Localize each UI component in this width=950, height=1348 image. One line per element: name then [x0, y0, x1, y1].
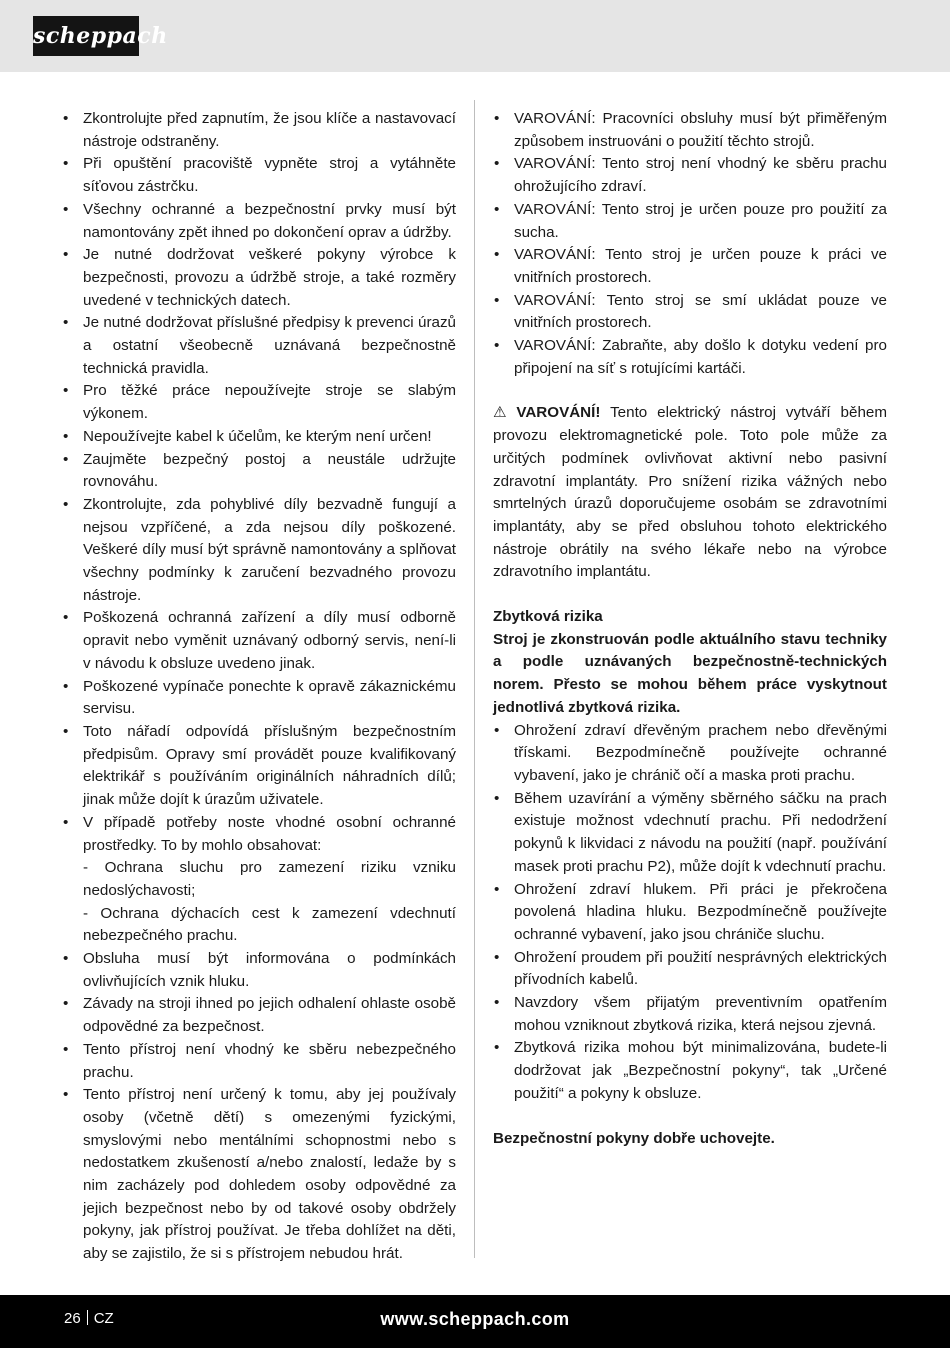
list-item: • Všechny ochranné a bezpečnostní prvky musí být namontovány zpět ihned po dokončení oprav a údržby. — [62, 199, 456, 244]
risk-item: • Ohrožení proudem při použití nesprávných elektrických přívodních kabelů. — [493, 947, 887, 992]
left-column — [62, 108, 456, 1266]
warning-triangle-icon: ⚠ — [493, 404, 513, 422]
warning-item: • VAROVÁNÍ: Tento stroj se smí ukládat pouze ve vnitřních prostorech. — [493, 290, 887, 335]
list-item: • Poškozená ochranná zařízení a díly musí odborně opravit nebo vyměnit uznávaný odborný servis, není-li v návodu k obsluze uvedeno jinak. — [62, 607, 456, 675]
risk-item: • Ohrožení zdraví hlukem. Při práci je překročena povolená hladina hluku. Bezpodmínečně používejte ochranné vybavení, jako jsou chrániče sluchu. — [493, 879, 887, 947]
list-item: • Pro těžké práce nepoužívejte stroje se slabým výkonem. — [62, 380, 456, 425]
warnings-list — [493, 108, 887, 380]
protective-equipment-text: • V případě potřeby noste vhodné osobní ochranné prostředky. To by mohlo obsahovat: — [83, 813, 456, 854]
warning-item: • VAROVÁNÍ: Zabraňte, aby došlo k dotyku vedení pro připojení na síť s rotujícími kartáči. — [493, 335, 887, 380]
list-item-protective-equipment — [62, 812, 456, 948]
right-column — [493, 108, 887, 1150]
protective-sub-item: - Ochrana sluchu pro zamezení riziku vzniku nedoslýchavosti; — [83, 859, 456, 899]
residual-risks-heading: Zbytková rizika — [493, 608, 603, 626]
scheppach-logo: scheppach — [33, 16, 139, 56]
column-divider — [474, 100, 475, 1258]
list-item: • Závady na stroji ihned po jejich odhalení ohlaste osobě odpovědné za bezpečnost. — [62, 993, 456, 1038]
residual-risks-intro: Stroj je zkonstruován podle aktuálního stavu techniky a podle uznávaných bezpečnostně-technických norem. Přesto se mohou během práce vyskytnout jednotlivá zbytková rizika. — [493, 630, 887, 716]
closing-note: Bezpečnostní pokyny dobře uchovejte. — [493, 1129, 775, 1147]
list-item: • Obsluha musí být informována o podmínkách ovlivňujících vznik hluku. — [62, 948, 456, 993]
warning-item: • VAROVÁNÍ: Tento stroj není vhodný ke sběru prachu ohrožujícího zdraví. — [493, 153, 887, 198]
em-warning-label: VAROVÁNÍ! — [516, 404, 601, 422]
website-link[interactable]: www.scheppach.com — [380, 1309, 570, 1329]
footer-bar — [0, 1295, 950, 1348]
list-item: • Nepoužívejte kabel k účelům, ke kterým není určen! — [62, 426, 456, 449]
warning-item: • VAROVÁNÍ: Tento stroj je určen pouze k práci ve vnitřních prostorech. — [493, 244, 887, 289]
list-item: • Poškozené vypínače ponechte k opravě zákaznickému servisu. — [62, 676, 456, 721]
residual-risks-list — [493, 720, 887, 1106]
list-item: • Tento přístroj není vhodný ke sběru nebezpečného prachu. — [62, 1039, 456, 1084]
protective-sub-item: - Ochrana dýchacích cest k zamezení vdechnutí nebezpečného prachu. — [83, 904, 456, 945]
em-warning-text: Tento elektrický nástroj vytváří během provozu elektromagnetické pole. Toto pole může za určitých podmínek ovlivňovat aktivní nebo pasivní zdravotní implantáty. Pro snížení rizika vážných nebo smrtelných úrazů doporučujeme osobám se zdravotními implantáty, aby se před obsluhou tohoto elektrického nástroje obrátily na svého lékaře nebo na výrobce zdravotního implantátu. — [493, 404, 887, 581]
list-item: • Zkontrolujte, zda pohyblivé díly bezvadně fungují a nejsou vzpříčené, a zda nejsou díly poškozené. Veškeré díly musí být správně namontovány a splňovat všechny podmínky k zaručení bezvadného provozu nástroje. — [62, 494, 456, 608]
list-item: • Toto nářadí odpovídá příslušným bezpečnostním předpisům. Opravy smí provádět pouze kvalifikovaný elektrikář s používáním originálních náhradních dílů; jinak může dojít k úrazům uživatele. — [62, 721, 456, 812]
page-number: 26 — [64, 1310, 81, 1327]
list-item: • Je nutné dodržovat příslušné předpisy k prevenci úrazů a ostatní všeobecně uznávaná bezpečnostně technická pravidla. — [62, 312, 456, 380]
warning-item: • VAROVÁNÍ: Pracovníci obsluhy musí být přiměřeným způsobem instruováni o použití těchto strojů. — [493, 108, 887, 153]
em-warning-paragraph — [493, 402, 887, 584]
list-item: • Je nutné dodržovat veškeré pokyny výrobce k bezpečnosti, provozu a údržbě stroje, a také rozměry uvedené v technických datech. — [62, 244, 456, 312]
warning-item: • VAROVÁNÍ: Tento stroj je určen pouze pro použití za sucha. — [493, 199, 887, 244]
risk-item: • Navzdory všem přijatým preventivním opatřením mohou vzniknout zbytková rizika, která nejsou zjevná. — [493, 992, 887, 1037]
risk-item: • Během uzavírání a výměny sběrného sáčku na prach existuje možnost vdechnutí prachu. Při nedodržení pokynů k likvidaci z návodu na použití (např. používání masek proti prachu P2), může dojít k vdechnutí prachu. — [493, 788, 887, 879]
risk-item: • Zbytková rizika mohou být minimalizována, budete-li dodržovat jak „Bezpečnostní pokyny“, tak „Určené použití“ a pokyny k obsluze. — [493, 1037, 887, 1105]
list-item: • Tento přístroj není určený k tomu, aby jej používaly osoby (včetně dětí) s omezenými fyzickými, smyslovými nebo mentálními schopnostmi nebo s nedostatkem zkušeností a/nebo znalostí, ledaže by s nim zacházely pod dohledem osoby odpovědné za jejich bezpečnost nebo by od takové osoby obdržely pokyny, jak přístroj používat. Je třeba dohlížet na děti, aby se zajistilo, že si s přístrojem nebudou hrát. — [62, 1084, 456, 1266]
top-bar — [0, 0, 950, 72]
language-code: CZ — [93, 1310, 114, 1327]
safety-instructions-list — [62, 108, 456, 1266]
risk-item: • Ohrožení zdraví dřevěným prachem nebo dřevěnými třískami. Bezpodmínečně používejte ochranné vybavení, jako je chránič očí a maska proti prachu. — [493, 720, 887, 788]
list-item: • Zkontrolujte před zapnutím, že jsou klíče a nastavovací nástroje odstraněny. — [62, 108, 456, 153]
list-item: • Zaujměte bezpečný postoj a neustále udržujte rovnováhu. — [62, 449, 456, 494]
list-item: • Při opuštění pracoviště vypněte stroj a vytáhněte síťovou zástrčku. — [62, 153, 456, 198]
